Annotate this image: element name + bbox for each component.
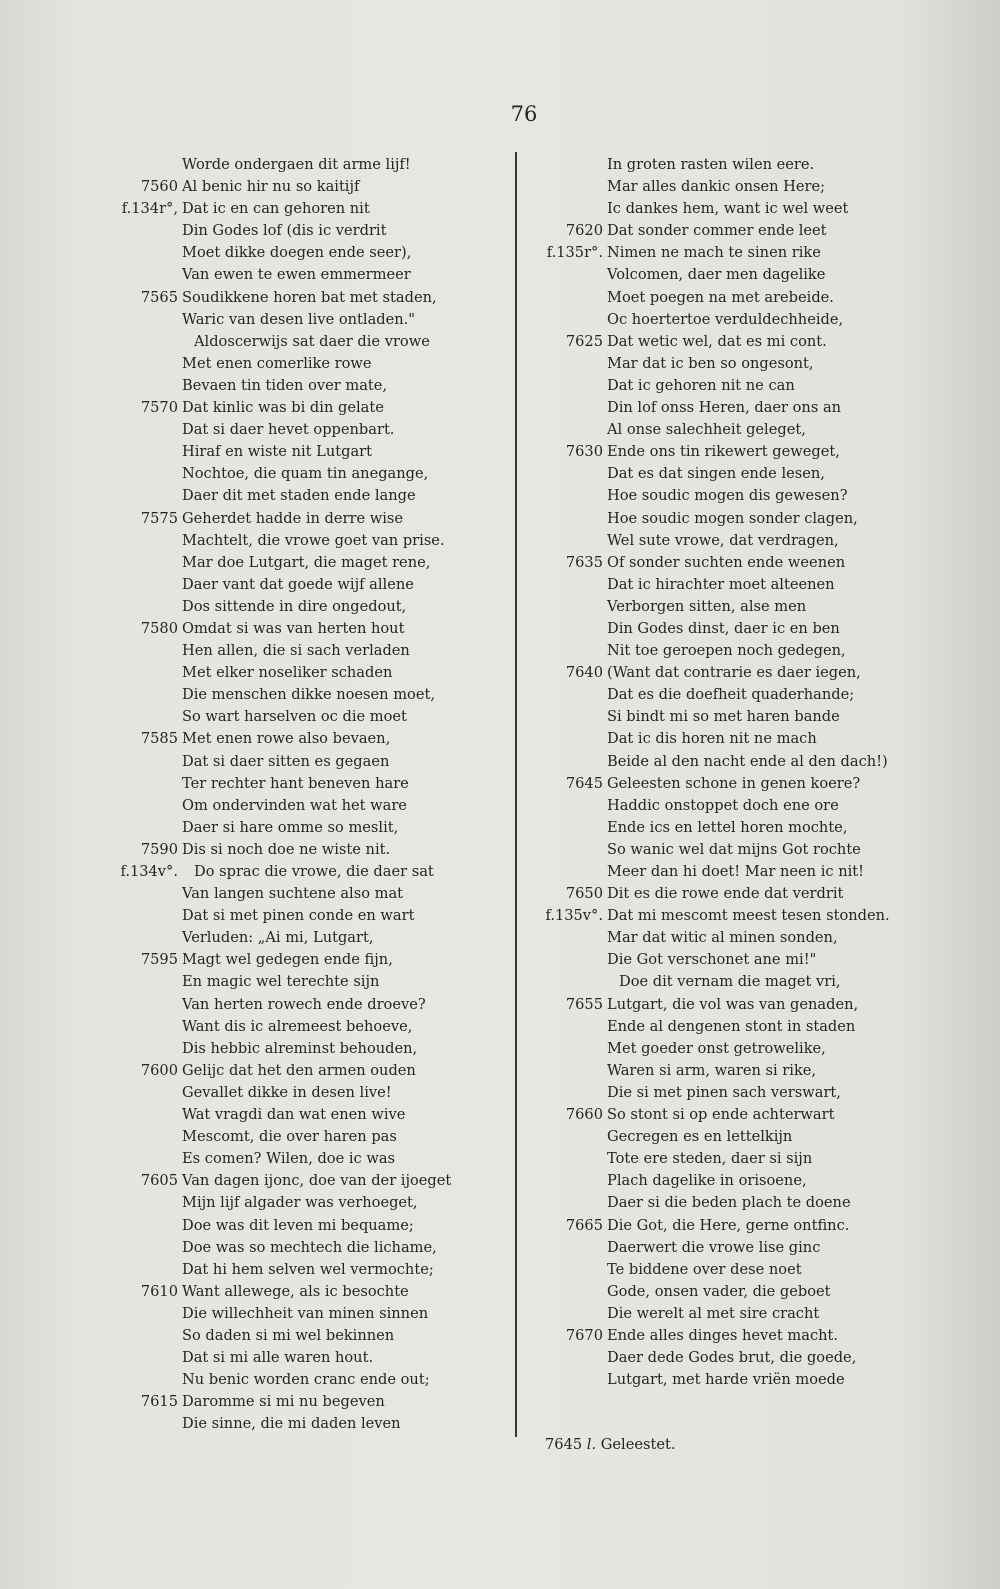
verse-line [535,397,905,419]
verse-text: Dat mi mescomt meest tesen stonden. [607,907,890,925]
verse-line [110,309,505,331]
verse-line [535,817,905,839]
verse-line [535,1082,905,1104]
right-verse-column [535,154,905,1391]
line-margin-number: 7605 [140,1172,178,1190]
verse-line [535,795,905,817]
verse-line [110,1126,505,1148]
verse-line [110,773,505,795]
verse-line [110,1016,505,1038]
verse-text: Mar dat ic ben so ongesont, [607,354,814,372]
verse-text: Dos sittende in dire ongedout, [182,597,407,615]
verse-text: Daer si hare omme so meslit, [182,818,399,836]
verse-text: Din lof onss Heren, daer ons an [607,399,842,417]
verse-text: Mescomt, die over haren pas [182,1128,397,1146]
verse-line [535,242,905,264]
verse-text: Van herten rowech ende droeve? [182,995,426,1013]
verse-text: Soudikkene horen bat met staden, [182,288,437,306]
verse-text: So wart harselven oc die moet [182,708,407,726]
verse-text: Van ewen te ewen emmermeer [182,266,411,284]
verse-text: Daromme si mi nu begeven [182,1393,385,1411]
verse-line [110,220,505,242]
line-margin-number: 7595 [140,951,178,969]
verse-line [110,684,505,706]
verse-line [110,1104,505,1126]
verse-text: Doe was so mechtech die lichame, [182,1238,437,1256]
verse-text: Daer dede Godes brut, die goede, [607,1349,857,1367]
verse-line [535,728,905,750]
verse-text: Met enen rowe also bevaen, [182,730,391,748]
line-margin-number: 7650 [565,885,603,903]
verse-text: Din Godes dinst, daer ic en ben [607,619,840,637]
verse-line [110,949,505,971]
verse-line [535,684,905,706]
verse-line [535,154,905,176]
verse-line [110,861,505,883]
verse-text: Mijn lijf algader was verhoeget, [182,1194,418,1212]
verse-line [535,530,905,552]
verse-line [110,1391,505,1413]
verse-text: Waric van desen live ontladen." [182,310,416,328]
verse-line [535,485,905,507]
verse-text: Hoe soudic mogen dis gewesen? [607,487,848,505]
verse-line [110,375,505,397]
line-margin-number: 7590 [140,840,178,858]
verse-line [535,662,905,684]
verse-line [110,795,505,817]
verse-text: Geleesten schone in genen koere? [607,774,861,792]
line-margin-number: 7570 [140,399,178,417]
verse-text: Worde ondergaen dit arme lijf! [182,156,411,173]
verse-text: Of sonder suchten ende weenen [607,553,846,571]
verse-line [535,1060,905,1082]
verse-text: Nimen ne mach te sinen rike [607,244,821,262]
verse-text: Die menschen dikke noesen moet, [182,686,435,704]
verse-text: Daer vant dat goede wijf allene [182,575,414,593]
verse-text: Si bindt mi so met haren bande [607,708,840,726]
verse-text: Die si met pinen sach verswart, [607,1083,841,1101]
verse-text: Die werelt al met sire cracht [607,1304,820,1322]
verse-text: Haddic onstoppet doch ene ore [607,796,839,814]
verse-line [110,994,505,1016]
verse-text: Mar dat witic al minen sonden, [607,929,838,947]
verse-text: (Want dat contrarie es daer iegen, [607,664,861,682]
verse-line [110,640,505,662]
verse-text: Dat ic hirachter moet alteenen [607,575,835,593]
verse-line [110,839,505,861]
verse-text: Dat si daer sitten es gegaen [182,752,390,770]
verse-line [535,1281,905,1303]
verse-text: Nochtoe, die quam tin anegange, [182,465,429,483]
verse-text: Mar doe Lutgart, die maget rene, [182,553,431,571]
verse-text: So stont si op ende achterwart [607,1106,835,1124]
verse-text: Al onse salechheit geleget, [607,421,806,439]
verse-text: Waren si arm, waren si rike, [607,1061,817,1079]
verse-line [110,1192,505,1214]
verse-line [110,287,505,309]
verse-text: Dat si daer hevet oppenbart. [182,421,395,439]
verse-text: Daer dit met staden ende lange [182,487,416,505]
verse-line [110,618,505,640]
verse-line [110,1082,505,1104]
footnote-text: Geleestet. [600,1436,676,1453]
verse-line [110,176,505,198]
verse-line [535,949,905,971]
verse-text: Oc hoertertoe verduldechheide, [607,310,844,328]
verse-text: Doe was dit leven mi bequame; [182,1216,414,1234]
verse-text: Nu benic worden cranc ende out; [182,1371,430,1389]
verse-line [110,1303,505,1325]
verse-text: Dat hi hem selven wel vermochte; [182,1260,434,1278]
verse-text: Hoe soudic mogen sonder clagen, [607,509,858,527]
verse-text: Daer si die beden plach te doene [607,1194,851,1212]
verse-line [535,1038,905,1060]
line-margin-number: 7560 [140,178,178,196]
verse-text: Dat wetic wel, dat es mi cont. [607,332,827,350]
verse-line [535,309,905,331]
verse-line [535,927,905,949]
verse-text: Dat ic dis horen nit ne mach [607,730,817,748]
verse-line [110,530,505,552]
line-margin-number: 7660 [565,1106,603,1124]
verse-text: Magt wel gedegen ende fijn, [182,951,393,969]
verse-line [110,397,505,419]
verse-text: Wat vragdi dan wat enen wive [182,1106,406,1124]
verse-text: Dat si met pinen conde en wart [182,907,415,925]
verse-line [535,640,905,662]
verse-text: Dat es dat singen ende lesen, [607,465,825,483]
verse-text: Dat kinlic was bi din gelate [182,399,384,417]
verse-text: Moet poegen na met arebeide. [607,288,834,306]
verse-line [535,773,905,795]
verse-line [110,441,505,463]
verse-text: Machtelt, die vrowe goet van prise. [182,531,445,549]
verse-text: In groten rasten wilen eere. [607,156,815,173]
verse-text: Hen allen, die si sach verladen [182,642,410,660]
verse-text: Die Got, die Here, gerne ontfinc. [607,1216,850,1234]
verse-line [535,861,905,883]
verse-line [110,1347,505,1369]
verse-line [110,971,505,993]
verse-line [535,419,905,441]
verse-line [110,1148,505,1170]
verse-text: Verborgen sitten, alse men [607,597,807,615]
verse-line [110,264,505,286]
verse-text: Want dis ic alremeest behoeve, [182,1017,413,1035]
verse-text: Dis si noch doe ne wiste nit. [182,840,391,858]
line-margin-number: f.135r°. [546,244,603,262]
verse-text: Ic dankes hem, want ic wel weet [607,200,849,218]
line-margin-number: 7580 [140,619,178,637]
verse-line [535,287,905,309]
verse-text: Dat sonder commer ende leet [607,222,827,240]
verse-line [110,1170,505,1192]
verse-line [535,1126,905,1148]
verse-line [535,353,905,375]
verse-text: Lutgart, met harde vriën moede [607,1371,845,1389]
verse-text: Dat es die doefheit quaderhande; [607,686,855,704]
line-margin-number: 7645 [565,774,603,792]
line-margin-number: 7565 [140,288,178,306]
line-margin-number: f.134v°. [120,863,178,880]
verse-text: So wanic wel dat mijns Got rochte [607,840,861,858]
verse-line [110,419,505,441]
line-margin-number: 7625 [565,332,603,350]
verse-text: Die sinne, die mi daden leven [182,1415,401,1433]
verse-line [535,1016,905,1038]
verse-text: Ter rechter hant beneven hare [182,774,409,792]
verse-text: Volcomen, daer men dagelike [607,266,826,284]
verse-text: Moet dikke doegen ende seer), [182,244,412,262]
verse-line [535,1369,905,1391]
verse-text: Dat ic gehoren nit ne can [607,376,795,394]
verse-text: Met goeder onst getrowelike, [607,1039,826,1057]
verse-line [110,662,505,684]
verse-line [535,839,905,861]
verse-line [110,1325,505,1347]
line-margin-number: 7630 [565,443,603,461]
verse-line [535,1347,905,1369]
verse-line [110,1237,505,1259]
verse-text: Dit es die rowe ende dat verdrit [607,885,844,903]
verse-text: En magic wel terechte sijn [182,973,380,991]
line-margin-number: 7620 [565,222,603,240]
verse-text: Dat si mi alle waren hout. [182,1349,374,1367]
verse-text: Van dagen ijonc, doe van der ijoeget [182,1172,452,1190]
verse-line [535,618,905,640]
verse-text: Mar alles dankic onsen Here; [607,178,826,196]
line-margin-number: 7665 [565,1216,603,1234]
verse-text: Van langen suchtene also mat [182,885,404,903]
verse-line [110,596,505,618]
verse-line [535,1170,905,1192]
verse-line [110,1038,505,1060]
verse-line [535,331,905,353]
footnote [545,1436,675,1453]
verse-line [110,242,505,264]
verse-line [110,552,505,574]
verse-line [110,1259,505,1281]
verse-text: Ende al dengenen stont in staden [607,1017,856,1035]
verse-line [535,883,905,905]
verse-line [535,1303,905,1325]
verse-line [535,508,905,530]
verse-text: Ende alles dinges hevet macht. [607,1326,839,1344]
verse-line [535,994,905,1016]
line-margin-number: 7575 [140,509,178,527]
verse-text: Meer dan hi doet! Mar neen ic nit! [607,863,864,880]
line-margin-number: 7615 [140,1393,178,1411]
verse-line [110,485,505,507]
verse-text: Gelijc dat het den armen ouden [182,1061,416,1079]
verse-text: Din Godes lof (dis ic verdrit [182,222,387,240]
verse-text: Wel sute vrowe, dat verdragen, [607,531,839,549]
verse-line [535,1325,905,1347]
verse-line [110,574,505,596]
verse-line [110,1060,505,1082]
verse-line [110,463,505,485]
verse-text: Die Got verschonet ane mi!" [607,951,817,969]
verse-text: Aldoscerwijs sat daer die vrowe [194,332,430,350]
verse-line [535,596,905,618]
verse-text: Want allewege, als ic besochte [182,1282,409,1300]
verse-text: Bevaen tin tiden over mate, [182,376,388,394]
verse-text: Hiraf en wiste nit Lutgart [182,443,372,461]
line-margin-number: 7655 [565,995,603,1013]
verse-line [110,706,505,728]
verse-text: Do sprac die vrowe, die daer sat [194,863,434,880]
verse-text: Dis hebbic alreminst behouden, [182,1039,418,1057]
line-margin-number: 7635 [565,553,603,571]
verse-text: Daerwert die vrowe lise ginc [607,1238,821,1256]
verse-text: Met elker noseliker schaden [182,664,393,682]
verse-line [535,463,905,485]
verse-line [535,1148,905,1170]
verse-line [535,751,905,773]
verse-line [110,1215,505,1237]
verse-line [110,905,505,927]
verse-line [110,728,505,750]
line-margin-number: 7640 [565,664,603,682]
line-margin-number: 7670 [565,1326,603,1344]
column-divider [515,152,517,1437]
verse-text: Omdat si was van herten hout [182,619,405,637]
verse-text: Te biddene over dese noet [607,1260,802,1278]
verse-text: Verluden: „Ai mi, Lutgart, [182,929,374,947]
line-margin-number: f.135v°. [545,907,603,925]
verse-line [110,353,505,375]
verse-line [110,154,505,176]
verse-text: Doe dit vernam die maget vri, [619,973,841,991]
verse-line [535,176,905,198]
verse-line [110,508,505,530]
verse-line [110,1369,505,1391]
verse-line [110,198,505,220]
verse-text: Tote ere steden, daer si sijn [607,1150,813,1168]
verse-line [535,220,905,242]
line-margin-number: 7585 [140,730,178,748]
verse-line [110,1413,505,1435]
verse-line [535,1215,905,1237]
verse-text: Dat ic en can gehoren nit [182,200,370,218]
verse-text: Beide al den nacht ende al den dach!) [607,752,888,770]
verse-line [110,883,505,905]
line-margin-number: 7610 [140,1282,178,1300]
verse-text: Ende ics en lettel horen mochte, [607,818,848,836]
verse-line [535,198,905,220]
verse-line [535,552,905,574]
verse-line [535,971,905,993]
verse-text: Geherdet hadde in derre wise [182,509,404,527]
verse-text: Met enen comerlike rowe [182,354,372,372]
verse-line [535,264,905,286]
line-margin-number: 7600 [140,1061,178,1079]
line-margin-number: f.134r°, [121,200,178,218]
left-verse-column [110,154,505,1435]
verse-line [535,1259,905,1281]
verse-line [535,905,905,927]
verse-line [535,574,905,596]
verse-line [535,375,905,397]
verse-text: Ende ons tin rikewert geweget, [607,443,840,461]
verse-text: Om ondervinden wat het ware [182,796,407,814]
verse-text: Gevallet dikke in desen live! [182,1083,392,1101]
verse-line [110,1281,505,1303]
verse-text: Plach dagelike in orisoene, [607,1172,807,1190]
verse-line [535,1104,905,1126]
verse-line [110,817,505,839]
verse-text: Nit toe geroepen noch gedegen, [607,642,846,660]
verse-text: Gode, onsen vader, die geboet [607,1282,831,1300]
page-number: 76 [510,102,538,126]
verse-text: Es comen? Wilen, doe ic was [182,1150,396,1168]
verse-text: Lutgart, die vol was van genaden, [607,995,859,1013]
verse-text: Gecregen es en lettelkijn [607,1128,793,1146]
verse-line [535,706,905,728]
verse-line [535,1237,905,1259]
footnote-number: 7645 [545,1436,583,1453]
verse-line [535,1192,905,1214]
verse-text: So daden si mi wel bekinnen [182,1326,395,1344]
verse-line [535,441,905,463]
verse-line [110,751,505,773]
footnote-marker: l. [586,1436,597,1453]
verse-line [110,331,505,353]
verse-line [110,927,505,949]
verse-text: Die willechheit van minen sinnen [182,1304,429,1322]
verse-text: Al benic hir nu so kaitijf [182,178,360,196]
